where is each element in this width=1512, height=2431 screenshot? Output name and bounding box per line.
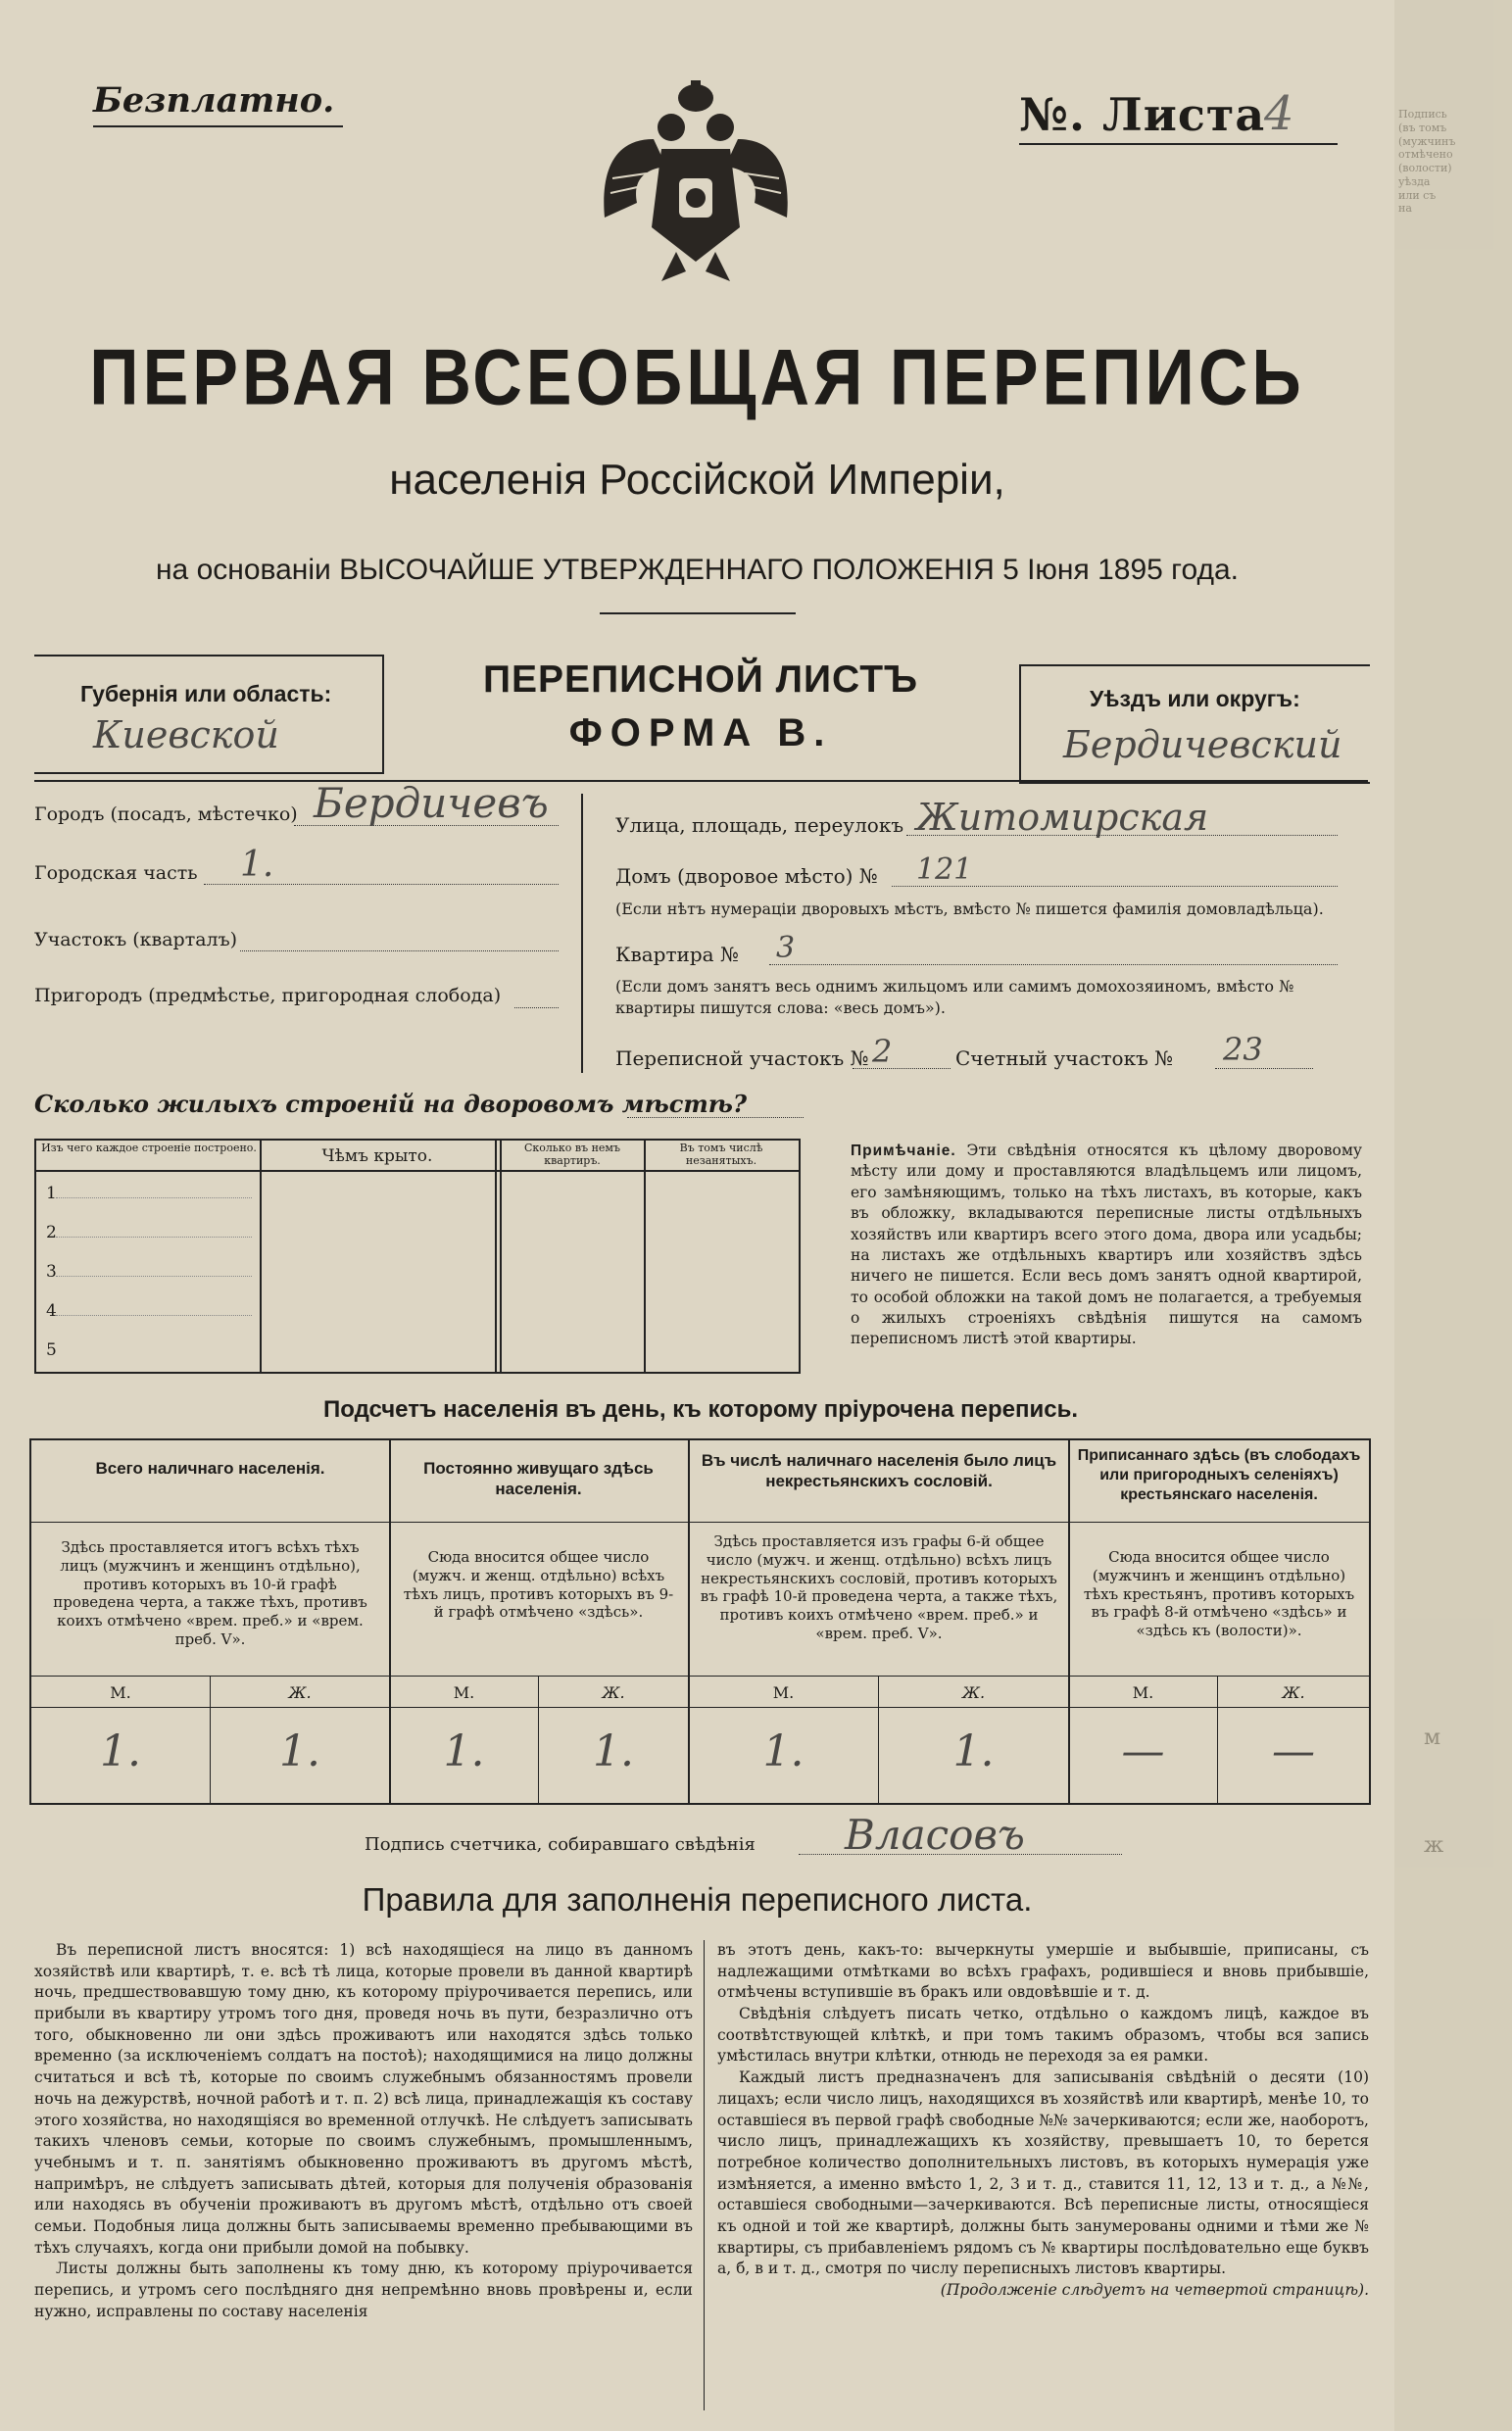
rules-title: Правила для заполненія переписного листа. [362, 1881, 1033, 1918]
male-label: М. [453, 1683, 475, 1702]
buildings-row-number: 1 [46, 1184, 57, 1203]
population-mf-rule [31, 1707, 1369, 1708]
guberniya-label: Губернія или область: [80, 681, 332, 706]
female-label: Ж. [1282, 1683, 1305, 1702]
page-subtitle: населенія Россійской Имперіи, [389, 456, 1005, 504]
buildings-row-line [56, 1276, 252, 1277]
guberniya-value[interactable]: Киевской [93, 713, 279, 756]
apartment-label: Квартира № [615, 943, 739, 966]
apartment-note: (Если домъ занятъ весь однимъ жильцомъ или самимъ домохозяиномъ, вмѣсто № квартиры пишутся слова: «весь домъ»). [615, 977, 1294, 1018]
ghost-line: отмѣчено [1398, 148, 1453, 162]
sheet-number-value: 4 [1264, 86, 1294, 141]
house-line [892, 886, 1338, 887]
district-label: Участокъ (кварталъ) [34, 929, 238, 950]
form-name: ФОРМА В. [568, 711, 833, 754]
count-district-label: Счетный участокъ № [955, 1046, 1174, 1070]
city-part-label: Городская часть [34, 862, 198, 884]
apartment-line [769, 964, 1338, 965]
header-rule [34, 780, 1368, 782]
rules-left-column [34, 1940, 693, 2322]
population-col-desc: Здѣсь проставляется изъ графы 6-й общее число (мужч. и женщ. отдѣльно) всѣхъ лицъ некрестьянскихъ сословій, противъ которыхъ въ графѣ 10-й проведена черта, а также тѣхъ, противъ коихъ отмѣчено «врем. преб.» и «врем. преб. V». [700, 1532, 1058, 1642]
street-label: Улица, площадь, переулокъ [615, 813, 904, 837]
form-title: ПЕРЕПИСНОЙ ЛИСТЪ [483, 658, 918, 701]
ghost-line: Подпись [1398, 108, 1447, 121]
city-line [294, 825, 559, 826]
buildings-head-roof: Чѣмъ крыто. [321, 1146, 433, 1166]
rules-continued: (Продолженіе слѣдуетъ на четвертой страницѣ). [940, 2281, 1369, 2299]
ghost-line: (мужчинъ [1398, 134, 1456, 148]
sheet-number-label: №. Листа [1019, 88, 1266, 141]
rules-column-divider [704, 1940, 705, 2410]
free-label: Безплатно. [93, 80, 335, 121]
buildings-head-vacant: Въ томъ числѣ незанятыхъ. [679, 1142, 763, 1167]
ghost-line: на [1398, 202, 1412, 216]
count-nonpeasant-male[interactable]: 1. [762, 1726, 805, 1776]
count-total-female[interactable]: 1. [279, 1726, 320, 1776]
ghost-line: или съ [1398, 188, 1437, 202]
house-value[interactable]: 121 [916, 852, 973, 887]
uezd-value[interactable]: Бердичевский [1063, 723, 1342, 766]
population-col-desc: Здѣсь проставляется итогъ всѣхъ тѣхъ лицъ (мужчинъ и женщинъ отдѣльно), противъ которыхъ въ 10-й графѣ проведена черта, а также тѣхъ, противъ коихъ отмѣчено «врем. преб.» и «врем. преб. V». [53, 1538, 367, 1648]
address-divider [581, 794, 583, 1073]
buildings-row-line [56, 1197, 252, 1198]
ghost-line: (въ томъ [1398, 121, 1447, 134]
population-head-rule [31, 1522, 1369, 1523]
buildings-header-rule [36, 1170, 799, 1172]
female-label: Ж. [288, 1683, 312, 1702]
city-value[interactable]: Бердичевъ [314, 779, 549, 827]
eagle-emblem-icon [593, 80, 799, 286]
district-line [240, 950, 559, 951]
ghost-line: ж [1424, 1833, 1444, 1858]
population-title: Подсчетъ населенія въ день, къ которому пріурочена перепись. [323, 1396, 1078, 1423]
page-title: ПЕРВАЯ ВСЕОБЩАЯ ПЕРЕПИСЬ [89, 333, 1305, 421]
male-label: М. [1132, 1683, 1154, 1702]
buildings-col-rule [495, 1141, 497, 1372]
population-desc-rule [31, 1676, 1369, 1677]
count-nonpeasant-female[interactable]: 1. [952, 1726, 995, 1776]
rules-right-column [717, 1940, 1369, 2302]
population-col-head: Приписаннаго здѣсь (въ слободахъ или пригородныхъ селеніяхъ) крестьянскаго населенія. [1077, 1447, 1361, 1503]
signature-label: Подпись счетчика, собиравшаго свѣдѣнія [365, 1834, 756, 1855]
note-text: Эти свѣдѣнія относятся къ цѣлому дворовому мѣсту или дому и проставляются владѣльцемъ или лицомъ, его замѣняющимъ, только на тѣхъ листахъ, въ которые, какъ въ обложку, вкладываются переписные листы отдѣльныхъ хозяйствъ или квартиръ всего этого дома, двора или усадьбы; на листахъ же отдѣльныхъ квартиръ или хозяйствъ здѣсь ничего не пишется. Если весь домъ занятъ одной квартирой, то особой обложки на такой домъ не полагается, а требуемыя о жилыхъ строеніяхъ свѣдѣнія пишутся на самомъ переписномъ листѣ этой квартиры. [851, 1142, 1363, 1348]
buildings-row-line [56, 1237, 252, 1238]
count-peasant-male[interactable]: — [1121, 1726, 1165, 1776]
population-col-head: Въ числѣ наличнаго населенія было лицъ некрестьянскихъ сословій. [701, 1451, 1057, 1491]
count-permanent-female[interactable]: 1. [593, 1726, 634, 1776]
basis-line: на основаніи ВЫСОЧАЙШЕ УТВЕРЖДЕННАГО ПОЛОЖЕНІЯ 5 Іюня 1895 года. [155, 554, 1239, 586]
buildings-question-line [627, 1117, 804, 1118]
rules-right-paragraph: въ этотъ день, какъ-то: вычеркнуты умершіе и выбывшіе, приписаны, съ надлежащими отмѣтками во всѣхъ графахъ, родившіеся и вновь прибывшіе, отмѣчены вступившіе въ бракъ или овдовѣвшіе и т. д. [717, 1941, 1369, 2002]
house-note: (Если нѣтъ нумераціи дворовыхъ мѣстъ, вмѣсто № пишется фамилія домовладѣльца). [615, 899, 1324, 918]
buildings-row-number: 5 [46, 1340, 57, 1360]
count-permanent-male[interactable]: 1. [443, 1726, 485, 1776]
population-col-desc: Сюда вносится общее число (мужчинъ и женщинъ отдѣльно) тѣхъ крестьянъ, противъ которыхъ въ графѣ 8-й отмѣчено «здѣсь» и «здѣсь къ (волости)». [1083, 1548, 1355, 1639]
rules-left-paragraph: Листы должны быть заполнены къ тому дню, къ которому пріурочивается перепись, и утромъ сего послѣдняго дня непремѣнно вновь провѣрены и, если нужно, исправлены по составу населенія [34, 2260, 693, 2320]
coat-of-arms [593, 80, 799, 286]
city-part-value[interactable]: 1. [240, 845, 274, 885]
count-peasant-female[interactable]: — [1272, 1726, 1315, 1776]
house-label: Домъ (дворовое мѣсто) № [615, 864, 878, 888]
apartment-value[interactable]: 3 [776, 931, 796, 965]
rules-left-paragraph: Въ переписной листъ вносятся: 1) всѣ находящіеся на лицо въ данномъ хозяйствѣ или квартирѣ, т. е. всѣ тѣ лица, которые провели въ данной квартирѣ ночь, предшествовавшую тому дню, къ которому пріурочивается перепись, или прибыли въ квартиру утромъ того дня, проведя ночь въ пути, безразлично отъ того, обыкновенно ли они здѣсь проживаютъ или находятся здѣсь только временно (за исключеніемъ солдатъ на постоѣ); находящимися на лицо должны считаться и всѣ тѣ, которые по своимъ служебнымъ обязанностямъ провели ночь на дежурствѣ, ночной работѣ и т. п. 2) всѣ лица, принадлежащія къ составу этого хозяйства, но находящіяся во временной отлучкѣ. Не слѣдуетъ записывать такихъ членовъ семьи, которые по своимъ служебнымъ, промышленнымъ, учебнымъ и т. п. занятіямъ обыкновенно проживаютъ въ другомъ мѣстѣ, напримѣръ, не слѣдуетъ записывать дѣтей, которыя для полученія образованія или находясь въ обученіи проживаютъ въ другомъ мѣстѣ, отдѣльно отъ своей семьи. Подобныя лица должны быть записываемы временно пребывающими въ тѣхъ случаяхъ, когда они прибыли домой на побывку. [34, 1941, 693, 2257]
ghost-line: (волости) [1398, 162, 1452, 174]
suburb-label: Пригородъ (предмѣстье, пригородная слобода) [34, 985, 502, 1006]
ghost-line: м [1424, 1726, 1441, 1750]
buildings-row-number: 4 [46, 1301, 57, 1321]
note-block [851, 1141, 1362, 1350]
buildings-row-number: 3 [46, 1262, 57, 1282]
rules-right-paragraph: Каждый листъ предназначенъ для записыванія свѣдѣній о десяти (10) лицахъ; если число лицъ, находящихся въ хозяйствѣ или квартирѣ, менѣе 10, то оставшіеся въ первой графѣ свободные №№ зачеркиваются; если же, наоборотъ, число лицъ, принадлежащихъ къ хозяйству, превышаетъ 10, то берется потребное количество дополнительныхъ листовъ, въ которыхъ нумерація уже измѣняется, а именно вмѣсто 1, 2, 3 и т. д., ставится 11, 12, 13 и т. д., а №№, оставшіеся свободными—зачеркиваются. Всѣ переписные листы, относящіеся къ одной и той же квартирѣ, должны быть занумерованы одними и тѣми же № квартиры, съ прибавленіемъ рядомъ съ № квартиры послѣдовательно еще буквъ а, б, в и т. д., смотря по числу переписныхъ листовъ квартиры. [717, 2068, 1369, 2278]
buildings-table [34, 1139, 801, 1374]
free-underline [93, 125, 343, 127]
population-table [29, 1438, 1371, 1805]
buildings-col-rule [500, 1141, 502, 1372]
count-total-male[interactable]: 1. [100, 1726, 141, 1776]
city-label: Городъ (посадъ, мѣстечко) [34, 803, 298, 825]
buildings-row-number: 2 [46, 1223, 57, 1242]
title-divider [600, 612, 796, 614]
ghost-line: уѣзда [1398, 174, 1431, 188]
population-col-head: Постоянно живущаго здѣсь населенія. [423, 1459, 654, 1499]
buildings-row-line [56, 1315, 252, 1316]
bleed-through-area [1394, 0, 1512, 2431]
rules-right-paragraph: Свѣдѣнія слѣдуетъ писать четко, отдѣльно о каждомъ лицѣ, каждое въ соотвѣтствующей клѣткѣ, и при томъ такимъ образомъ, чтобы вся запись умѣстилась внутри клѣтки, отнюдь не переходя за ея рамки. [717, 2005, 1369, 2066]
population-col-desc: Сюда вносится общее число (мужч. и женщ. отдѣльно) всѣхъ тѣхъ лицъ, противъ которыхъ въ 9-й графѣ отмѣчено «здѣсь». [403, 1548, 674, 1622]
buildings-col-rule [644, 1141, 646, 1372]
note-label: Примѣчаніе. [851, 1143, 956, 1159]
buildings-head-material: Изъ чего каждое строеніе построено. [41, 1142, 257, 1154]
city-part-line [204, 884, 559, 885]
count-district-value[interactable]: 23 [1223, 1031, 1263, 1068]
buildings-question: Сколько жилыхъ строеній на дворовомъ мѣстѣ? [34, 1090, 748, 1118]
census-district-value[interactable]: 2 [872, 1033, 893, 1070]
count-district-line [1215, 1068, 1313, 1069]
buildings-col-rule [260, 1141, 262, 1372]
census-district-label: Переписной участокъ № [615, 1046, 869, 1070]
buildings-head-apartments: Сколько въ немъ квартиръ. [524, 1142, 620, 1167]
suburb-line [514, 1007, 559, 1008]
female-label: Ж. [602, 1683, 625, 1702]
population-col-head: Всего наличнаго населенія. [95, 1459, 325, 1478]
sheet-number-underline [1019, 143, 1338, 145]
uezd-label: Уѣздъ или округъ: [1090, 686, 1300, 711]
male-label: М. [772, 1683, 795, 1702]
male-label: М. [110, 1683, 131, 1702]
street-line [906, 835, 1338, 836]
female-label: Ж. [961, 1683, 986, 1702]
signature-value[interactable]: Власовъ [845, 1811, 1025, 1859]
census-district-line [853, 1068, 951, 1069]
street-value[interactable]: Житомирская [916, 796, 1209, 839]
